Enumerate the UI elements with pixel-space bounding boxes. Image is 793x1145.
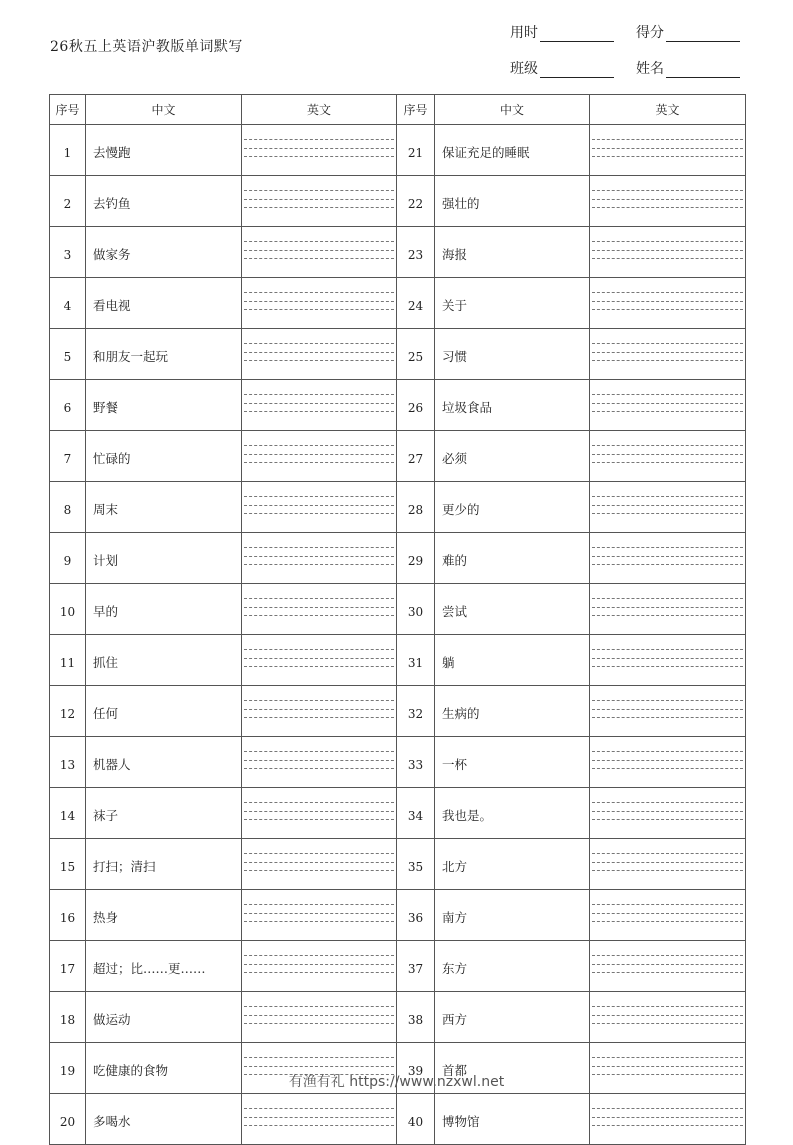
chinese-word-right: 生病的: [435, 686, 590, 737]
writing-guide-line: [244, 360, 394, 361]
chinese-word-left: 早的: [86, 584, 242, 635]
writing-guide-line: [244, 615, 394, 616]
name-label: 姓名: [636, 61, 664, 77]
writing-guide-line: [592, 870, 743, 871]
row-number-right: 30: [397, 584, 435, 635]
time-field[interactable]: [510, 22, 614, 42]
writing-guide-line: [244, 751, 394, 752]
chinese-word-left: 和朋友一起玩: [86, 329, 242, 380]
chinese-word-left: 忙碌的: [86, 431, 242, 482]
writing-guide-line: [244, 921, 394, 922]
writing-guide-line: [244, 1023, 394, 1024]
writing-guide-line: [592, 411, 743, 412]
writing-guide-line: [244, 394, 394, 395]
row-number-right: 32: [397, 686, 435, 737]
writing-guide-line: [244, 658, 394, 659]
english-answer-right[interactable]: [590, 533, 746, 584]
writing-guide-line: [244, 811, 394, 812]
row-number-left: 5: [50, 329, 86, 380]
table-row: [50, 788, 746, 839]
row-number-left: 17: [50, 941, 86, 992]
english-answer-left[interactable]: [242, 176, 397, 227]
writing-guide-line: [592, 751, 743, 752]
writing-guide-line: [244, 547, 394, 548]
writing-guide-line: [244, 964, 394, 965]
writing-guide-line: [592, 717, 743, 718]
writing-guide-line: [592, 1057, 743, 1058]
writing-guide-line: [244, 139, 394, 140]
chinese-word-left: 看电视: [86, 278, 242, 329]
row-number-right: 40: [397, 1094, 435, 1145]
table-row: [50, 890, 746, 941]
chinese-word-right: 必须: [435, 431, 590, 482]
writing-guide-line: [592, 658, 743, 659]
row-number-right: 31: [397, 635, 435, 686]
name-field[interactable]: [636, 58, 740, 78]
writing-guide-line: [244, 301, 394, 302]
writing-guide-line: [592, 1066, 743, 1067]
table-row: [50, 278, 746, 329]
writing-guide-line: [592, 547, 743, 548]
chinese-word-left: 打扫；清扫: [86, 839, 242, 890]
english-answer-left[interactable]: [242, 1094, 397, 1145]
writing-guide-line: [592, 615, 743, 616]
english-answer-right[interactable]: [590, 737, 746, 788]
vocab-body: [50, 125, 746, 1145]
row-number-right: 38: [397, 992, 435, 1043]
writing-guide-line: [244, 1108, 394, 1109]
writing-guide-line: [592, 862, 743, 863]
writing-guide-line: [592, 1125, 743, 1126]
writing-guide-line: [592, 292, 743, 293]
writing-guide-line: [244, 445, 394, 446]
writing-guide-line: [592, 190, 743, 191]
row-number-left: 2: [50, 176, 86, 227]
writing-guide-line: [592, 666, 743, 667]
writing-guide-line: [244, 258, 394, 259]
writing-guide-line: [244, 768, 394, 769]
chinese-word-left: 做家务: [86, 227, 242, 278]
writing-guide-line: [244, 666, 394, 667]
chinese-word-right: 一杯: [435, 737, 590, 788]
row-number-left: 7: [50, 431, 86, 482]
english-answer-left[interactable]: [242, 788, 397, 839]
writing-guide-line: [244, 760, 394, 761]
writing-guide-line: [592, 607, 743, 608]
name-blank[interactable]: [666, 61, 740, 78]
writing-guide-line: [592, 156, 743, 157]
writing-guide-line: [592, 1108, 743, 1109]
chinese-word-left: 抓住: [86, 635, 242, 686]
chinese-word-right: 垃圾食品: [435, 380, 590, 431]
english-answer-left[interactable]: [242, 227, 397, 278]
row-number-left: 19: [50, 1043, 86, 1094]
writing-guide-line: [592, 598, 743, 599]
writing-guide-line: [592, 913, 743, 914]
table-row: [50, 635, 746, 686]
row-number-right: 26: [397, 380, 435, 431]
writing-guide-line: [592, 462, 743, 463]
chinese-word-right: 更少的: [435, 482, 590, 533]
chinese-word-left: 多喝水: [86, 1094, 242, 1145]
writing-guide-line: [244, 505, 394, 506]
row-number-left: 10: [50, 584, 86, 635]
writing-guide-line: [244, 904, 394, 905]
writing-guide-line: [244, 496, 394, 497]
english-answer-left[interactable]: [242, 890, 397, 941]
row-number-left: 13: [50, 737, 86, 788]
writing-guide-line: [244, 700, 394, 701]
chinese-word-left: 计划: [86, 533, 242, 584]
writing-guide-line: [592, 904, 743, 905]
row-number-left: 11: [50, 635, 86, 686]
chinese-word-left: 热身: [86, 890, 242, 941]
writing-guide-line: [592, 1006, 743, 1007]
writing-guide-line: [244, 352, 394, 353]
writing-guide-line: [592, 258, 743, 259]
writing-guide-line: [592, 700, 743, 701]
chinese-word-left: 任何: [86, 686, 242, 737]
table-row: [50, 227, 746, 278]
row-number-left: 16: [50, 890, 86, 941]
row-number-left: 1: [50, 125, 86, 176]
row-number-right: 27: [397, 431, 435, 482]
english-answer-left[interactable]: [242, 482, 397, 533]
writing-guide-line: [244, 607, 394, 608]
writing-guide-line: [244, 564, 394, 565]
writing-guide-line: [592, 921, 743, 922]
table-row: [50, 686, 746, 737]
writing-guide-line: [244, 709, 394, 710]
table-row: [50, 482, 746, 533]
writing-guide-line: [592, 802, 743, 803]
chinese-word-right: 海报: [435, 227, 590, 278]
writing-guide-line: [592, 352, 743, 353]
header-cn-left: 中文: [86, 95, 242, 125]
english-answer-left[interactable]: [242, 839, 397, 890]
chinese-word-left: 吃健康的食物: [86, 1043, 242, 1094]
table-row: [50, 737, 746, 788]
writing-guide-line: [592, 394, 743, 395]
class-blank[interactable]: [540, 61, 614, 78]
writing-guide-line: [592, 1015, 743, 1016]
writing-guide-line: [244, 250, 394, 251]
writing-guide-line: [592, 649, 743, 650]
writing-guide-line: [244, 156, 394, 157]
english-answer-left[interactable]: [242, 125, 397, 176]
writing-guide-line: [244, 411, 394, 412]
writing-guide-line: [244, 556, 394, 557]
header-num-left: 序号: [50, 95, 86, 125]
chinese-word-right: 强壮的: [435, 176, 590, 227]
writing-guide-line: [592, 760, 743, 761]
row-number-right: 28: [397, 482, 435, 533]
row-number-left: 14: [50, 788, 86, 839]
english-answer-left[interactable]: [242, 533, 397, 584]
english-answer-left[interactable]: [242, 278, 397, 329]
row-number-right: 36: [397, 890, 435, 941]
writing-guide-line: [244, 819, 394, 820]
english-answer-right[interactable]: [590, 686, 746, 737]
writing-guide-line: [244, 913, 394, 914]
english-answer-right[interactable]: [590, 380, 746, 431]
class-label: 班级: [510, 61, 538, 77]
english-answer-right[interactable]: [590, 839, 746, 890]
table-row: [50, 431, 746, 482]
writing-guide-line: [244, 148, 394, 149]
writing-guide-line: [592, 513, 743, 514]
writing-guide-line: [244, 199, 394, 200]
score-label: 得分: [636, 25, 664, 41]
row-number-right: 29: [397, 533, 435, 584]
english-answer-left[interactable]: [242, 941, 397, 992]
writing-guide-line: [592, 148, 743, 149]
chinese-word-right: 习惯: [435, 329, 590, 380]
table-row: [50, 176, 746, 227]
english-answer-right[interactable]: [590, 278, 746, 329]
row-number-right: 25: [397, 329, 435, 380]
writing-guide-line: [592, 496, 743, 497]
chinese-word-left: 去钓鱼: [86, 176, 242, 227]
chinese-word-right: 东方: [435, 941, 590, 992]
table-row: [50, 992, 746, 1043]
writing-guide-line: [244, 241, 394, 242]
writing-guide-line: [244, 292, 394, 293]
english-answer-right[interactable]: [590, 788, 746, 839]
writing-guide-line: [592, 454, 743, 455]
writing-guide-line: [592, 811, 743, 812]
writing-guide-line: [244, 802, 394, 803]
writing-guide-line: [592, 955, 743, 956]
table-row: [50, 1094, 746, 1145]
writing-guide-line: [244, 403, 394, 404]
row-number-right: 39: [397, 1043, 435, 1094]
writing-guide-line: [244, 862, 394, 863]
english-answer-right[interactable]: [590, 584, 746, 635]
chinese-word-left: 野餐: [86, 380, 242, 431]
chinese-word-right: 北方: [435, 839, 590, 890]
writing-guide-line: [244, 1066, 394, 1067]
english-answer-right[interactable]: [590, 482, 746, 533]
row-number-right: 37: [397, 941, 435, 992]
row-number-left: 4: [50, 278, 86, 329]
table-row: [50, 125, 746, 176]
row-number-right: 35: [397, 839, 435, 890]
vocab-table: [49, 94, 746, 1145]
chinese-word-left: 做运动: [86, 992, 242, 1043]
chinese-word-left: 机器人: [86, 737, 242, 788]
writing-guide-line: [592, 972, 743, 973]
english-answer-left[interactable]: [242, 992, 397, 1043]
writing-guide-line: [244, 513, 394, 514]
chinese-word-right: 博物馆: [435, 1094, 590, 1145]
header-cn-right: 中文: [435, 95, 590, 125]
writing-guide-line: [592, 403, 743, 404]
chinese-word-left: 袜子: [86, 788, 242, 839]
time-label: 用时: [510, 25, 538, 41]
writing-guide-line: [592, 768, 743, 769]
english-answer-right[interactable]: [590, 992, 746, 1043]
writing-guide-line: [592, 964, 743, 965]
english-answer-left[interactable]: [242, 380, 397, 431]
chinese-word-left: 去慢跑: [86, 125, 242, 176]
table-row: [50, 941, 746, 992]
writing-guide-line: [592, 1023, 743, 1024]
english-answer-right[interactable]: [590, 176, 746, 227]
row-number-left: 8: [50, 482, 86, 533]
writing-guide-line: [592, 556, 743, 557]
row-number-left: 12: [50, 686, 86, 737]
row-number-left: 20: [50, 1094, 86, 1145]
chinese-word-right: 躺: [435, 635, 590, 686]
header-en-right: 英文: [590, 95, 746, 125]
writing-guide-line: [592, 853, 743, 854]
english-answer-left[interactable]: [242, 584, 397, 635]
writing-guide-line: [592, 343, 743, 344]
table-row: [50, 329, 746, 380]
writing-guide-line: [244, 717, 394, 718]
row-number-right: 22: [397, 176, 435, 227]
chinese-word-right: 关于: [435, 278, 590, 329]
writing-guide-line: [244, 649, 394, 650]
writing-guide-line: [244, 190, 394, 191]
row-number-left: 6: [50, 380, 86, 431]
row-number-right: 24: [397, 278, 435, 329]
table-row: [50, 839, 746, 890]
row-number-right: 23: [397, 227, 435, 278]
writing-guide-line: [592, 445, 743, 446]
row-number-right: 34: [397, 788, 435, 839]
row-number-left: 3: [50, 227, 86, 278]
writing-guide-line: [244, 955, 394, 956]
chinese-word-left: 周末: [86, 482, 242, 533]
chinese-word-right: 尝试: [435, 584, 590, 635]
english-answer-left[interactable]: [242, 635, 397, 686]
writing-guide-line: [244, 853, 394, 854]
writing-guide-line: [592, 309, 743, 310]
writing-guide-line: [244, 454, 394, 455]
time-blank[interactable]: [540, 25, 614, 42]
english-answer-right[interactable]: [590, 125, 746, 176]
chinese-word-right: 西方: [435, 992, 590, 1043]
writing-guide-line: [592, 360, 743, 361]
english-answer-right[interactable]: [590, 941, 746, 992]
table-row: [50, 380, 746, 431]
english-answer-right[interactable]: [590, 329, 746, 380]
english-answer-right[interactable]: [590, 227, 746, 278]
chinese-word-right: 难的: [435, 533, 590, 584]
writing-guide-line: [592, 139, 743, 140]
row-number-left: 9: [50, 533, 86, 584]
english-answer-left[interactable]: [242, 329, 397, 380]
writing-guide-line: [244, 598, 394, 599]
chinese-word-right: 南方: [435, 890, 590, 941]
chinese-word-left: 超过；比……更……: [86, 941, 242, 992]
english-answer-right[interactable]: [590, 431, 746, 482]
table-header-row: [50, 95, 746, 125]
english-answer-right[interactable]: [590, 890, 746, 941]
row-number-right: 33: [397, 737, 435, 788]
writing-guide-line: [244, 1006, 394, 1007]
row-number-right: 21: [397, 125, 435, 176]
writing-guide-line: [592, 1117, 743, 1118]
english-answer-right[interactable]: [590, 1094, 746, 1145]
writing-guide-line: [244, 462, 394, 463]
writing-guide-line: [244, 972, 394, 973]
score-blank[interactable]: [666, 25, 740, 42]
english-answer-left[interactable]: [242, 737, 397, 788]
footer-watermark: 有渔有礼 https://www.nzxwl.net: [288, 1074, 505, 1090]
table-row: [50, 533, 746, 584]
writing-guide-line: [592, 819, 743, 820]
writing-guide-line: [592, 564, 743, 565]
writing-guide-line: [244, 1125, 394, 1126]
writing-guide-line: [592, 505, 743, 506]
writing-guide-line: [244, 1117, 394, 1118]
writing-guide-line: [244, 343, 394, 344]
chinese-word-right: 保证充足的睡眠: [435, 125, 590, 176]
english-answer-left[interactable]: [242, 431, 397, 482]
header-num-right: 序号: [397, 95, 435, 125]
class-field[interactable]: [510, 58, 614, 78]
english-answer-left[interactable]: [242, 686, 397, 737]
writing-guide-line: [592, 301, 743, 302]
row-number-left: 18: [50, 992, 86, 1043]
writing-guide-line: [592, 241, 743, 242]
writing-guide-line: [244, 1057, 394, 1058]
writing-guide-line: [244, 870, 394, 871]
writing-guide-line: [244, 1015, 394, 1016]
header-en-left: 英文: [242, 95, 397, 125]
table-row: [50, 584, 746, 635]
chinese-word-right: 我也是。: [435, 788, 590, 839]
writing-guide-line: [592, 709, 743, 710]
score-field[interactable]: [636, 22, 740, 42]
english-answer-right[interactable]: [590, 635, 746, 686]
writing-guide-line: [592, 250, 743, 251]
writing-guide-line: [592, 207, 743, 208]
row-number-left: 15: [50, 839, 86, 890]
chinese-word-right: 首都: [435, 1043, 590, 1094]
writing-guide-line: [244, 309, 394, 310]
writing-guide-line: [244, 207, 394, 208]
writing-guide-line: [592, 199, 743, 200]
document-title: 26秋五上英语沪教版单词默写: [50, 39, 243, 55]
